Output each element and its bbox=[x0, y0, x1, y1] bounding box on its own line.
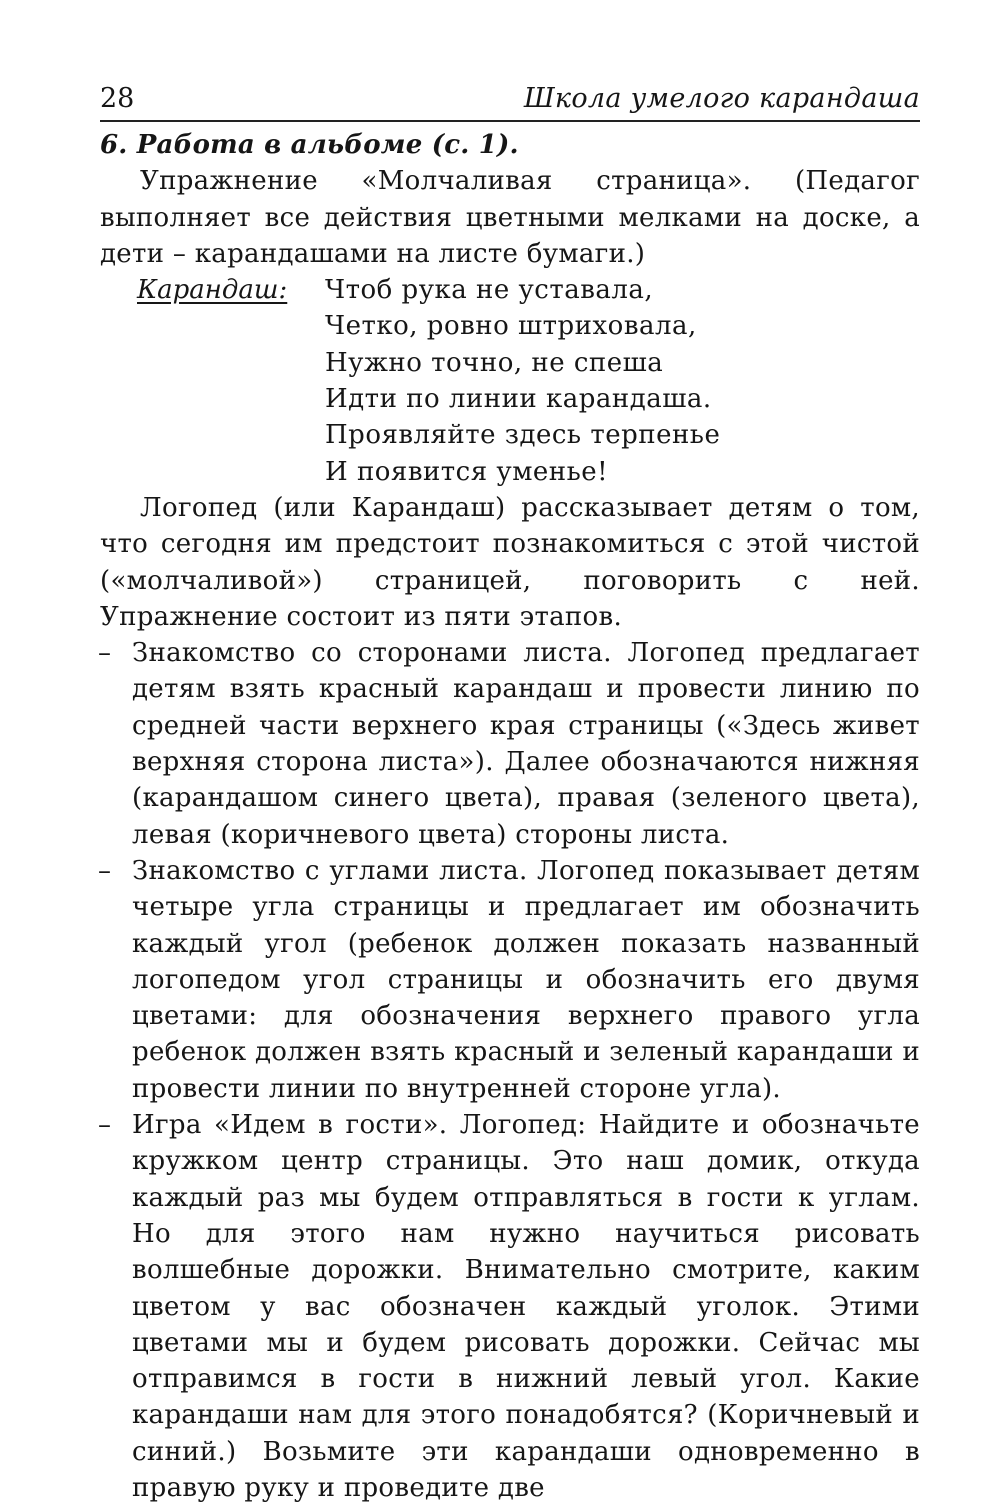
poem-line: Нужно точно, не спеша bbox=[325, 347, 664, 378]
list-item bbox=[100, 1107, 920, 1506]
poem-line: Идти по линии карандаша. bbox=[325, 384, 712, 415]
list-item-text: Игра «Идем в гости». Логопед: Найдите и обозначьте кружком центр страницы. Это наш домик, откуда каждый раз мы будем отправляться в гости к углам. Но для этого нам нужно научиться рисовать волшебные дорожки. Внимательно смотрите, каким цветом у вас обозначен каждый уголок. Этими цветами мы и будем рисовать дорожки. Сейчас мы отправимся в гости в нижний левый угол. Какие карандаши нам для этого понадобятся? (Коричневый и синий.) Возьмите эти карандаши одновременно в правую руку и проведите две bbox=[132, 1110, 920, 1503]
section-heading: 6. Работа в альбоме (с. 1). bbox=[100, 130, 519, 160]
poem-block bbox=[100, 272, 920, 490]
page-header bbox=[100, 78, 920, 122]
list-item-text: Знакомство с углами листа. Логопед показывает детям четыре угла страницы и предлагает им обозначить каждый угол (ребенок должен показать названный логопедом угол страницы и обозначить его двумя цветами: для обозначения верхнего правого угла ребенок должен взять красный и зеленый карандаши и провести линии по внутренней стороне угла). bbox=[132, 855, 920, 1104]
list-item-text: Знакомство со сторонами листа. Логопед предлагает детям взять красный карандаш и провести линию по средней части верхнего края страницы («Здесь живет верхняя сторона листа»). Далее обозначаются нижняя (карандашом синего цвета), правая (зеленого цвета), левая (коричневого цвета) стороны листа. bbox=[132, 638, 920, 850]
poem-line: Проявляйте здесь терпенье bbox=[325, 420, 721, 451]
list-dash: – bbox=[98, 855, 112, 886]
intro-paragraph: Упражнение «Молчаливая страница». (Педагог выполняет все действия цветными мелками на доске, а дети – карандашами на листе бумаги.) bbox=[100, 166, 920, 269]
running-title: Школа умелого карандаша bbox=[523, 83, 920, 114]
description-paragraph: Логопед (или Карандаш) рассказывает детям о том, что сегодня им предстоит познакомиться с этой чистой («молчаливой») страницей, поговорить с ней. Упражнение состоит из пяти этапов. bbox=[100, 492, 920, 632]
poem-line: Четко, ровно штриховала, bbox=[325, 311, 697, 342]
list-dash: – bbox=[98, 1110, 112, 1141]
list-item bbox=[100, 853, 920, 1107]
list-item bbox=[100, 635, 920, 853]
poem-line: Чтоб рука не уставала, bbox=[325, 275, 654, 306]
poem-line: И появится уменье! bbox=[325, 456, 609, 487]
poem-lines bbox=[325, 272, 920, 490]
page-body bbox=[100, 127, 920, 1506]
page-number: 28 bbox=[100, 83, 135, 114]
list-dash: – bbox=[98, 638, 112, 669]
stage-list bbox=[100, 635, 920, 1506]
book-page bbox=[100, 78, 920, 1506]
poem-speaker: Карандаш: bbox=[137, 275, 288, 306]
